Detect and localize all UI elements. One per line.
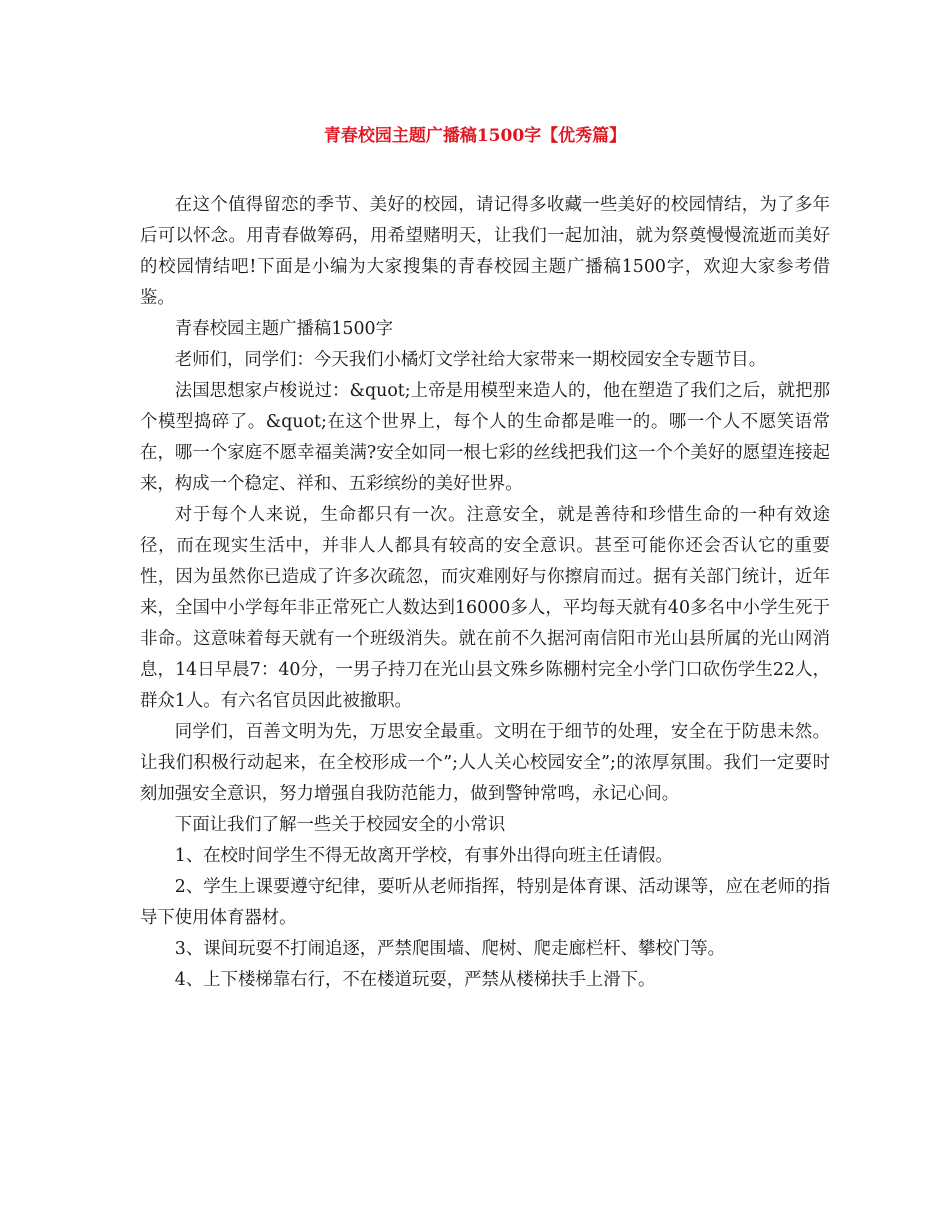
paragraph-greeting: 老师们，同学们：今天我们小橘灯文学社给大家带来一期校园安全专题节目。 <box>174 350 767 370</box>
document-title: 青春校园主题广播稿1500字【优秀篇】 <box>323 126 627 146</box>
paragraph-call-to-action: 同学们，百善文明为先，万思安全最重。文明在于细节的处理，安全在于防患未然。让我们积极行动起来，在全校形成一个”;人人关心校园安全”;的浓厚氛围。我们一定要时刻加强安全意识，努力增强自我防范能力，做到警钟常鸣，永记心间。 <box>140 722 830 804</box>
list-item-tip-3: 3、课间玩耍不打闹追逐，严禁爬围墙、爬树、爬走廊栏杆、攀校门等。 <box>174 939 725 959</box>
paragraph-statistics: 对于每个人来说，生命都只有一次。注意安全，就是善待和珍惜生命的一种有效途径，而在现实生活中，并非人人都具有较高的安全意识。甚至可能你还会否认它的重要性，因为虽然你已造成了许多次疏忽，而灾难刚好与你擦肩而过。据有关部门统计，近年来，全国中小学每年非正常死亡人数达到16000多人，平均每天就有40多名中小学生死于非命。这意味着每天就有一个班级消失。就在前不久据河南信阳市光山县所属的光山网消息，14日早晨7：40分，一男子持刀在光山县文殊乡陈棚村完全小学门口砍伤学生22人，群众1人。有六名官员因此被撤职。 <box>140 505 830 711</box>
document-body <box>140 190 830 996</box>
paragraph-tips-heading: 下面让我们了解一些关于校园安全的小常识 <box>174 815 506 835</box>
paragraph-quote: 法国思想家卢梭说过：&quot;上帝是用模型来造人的，他在塑造了我们之后，就把那个模型捣碎了。&quot;在这个世界上，每个人的生命都是唯一的。哪一个人不愿笑语常在，哪一个家庭不愿幸福美满?安全如同一根七彩的丝线把我们这一个个美好的愿望连接起来，构成一个稳定、祥和、五彩缤纷的美好世界。 <box>140 381 830 494</box>
paragraph-subtitle: 青春校园主题广播稿1500字 <box>174 319 393 339</box>
list-item-tip-4: 4、上下楼梯靠右行，不在楼道玩耍，严禁从楼梯扶手上滑下。 <box>174 970 656 990</box>
list-item-tip-2: 2、学生上课要遵守纪律，要听从老师指挥，特别是体育课、活动课等，应在老师的指导下使用体育器材。 <box>140 877 830 928</box>
list-item-tip-1: 1、在校时间学生不得无故离开学校，有事外出得向班主任请假。 <box>174 846 673 866</box>
paragraph-intro: 在这个值得留恋的季节、美好的校园，请记得多收藏一些美好的校园情结，为了多年后可以怀念。用青春做筹码，用希望赌明天，让我们一起加油，就为祭奠慢慢流逝而美好的校园情结吧!下面是小编为大家搜集的青春校园主题广播稿1500字，欢迎大家参考借鉴。 <box>140 195 830 308</box>
